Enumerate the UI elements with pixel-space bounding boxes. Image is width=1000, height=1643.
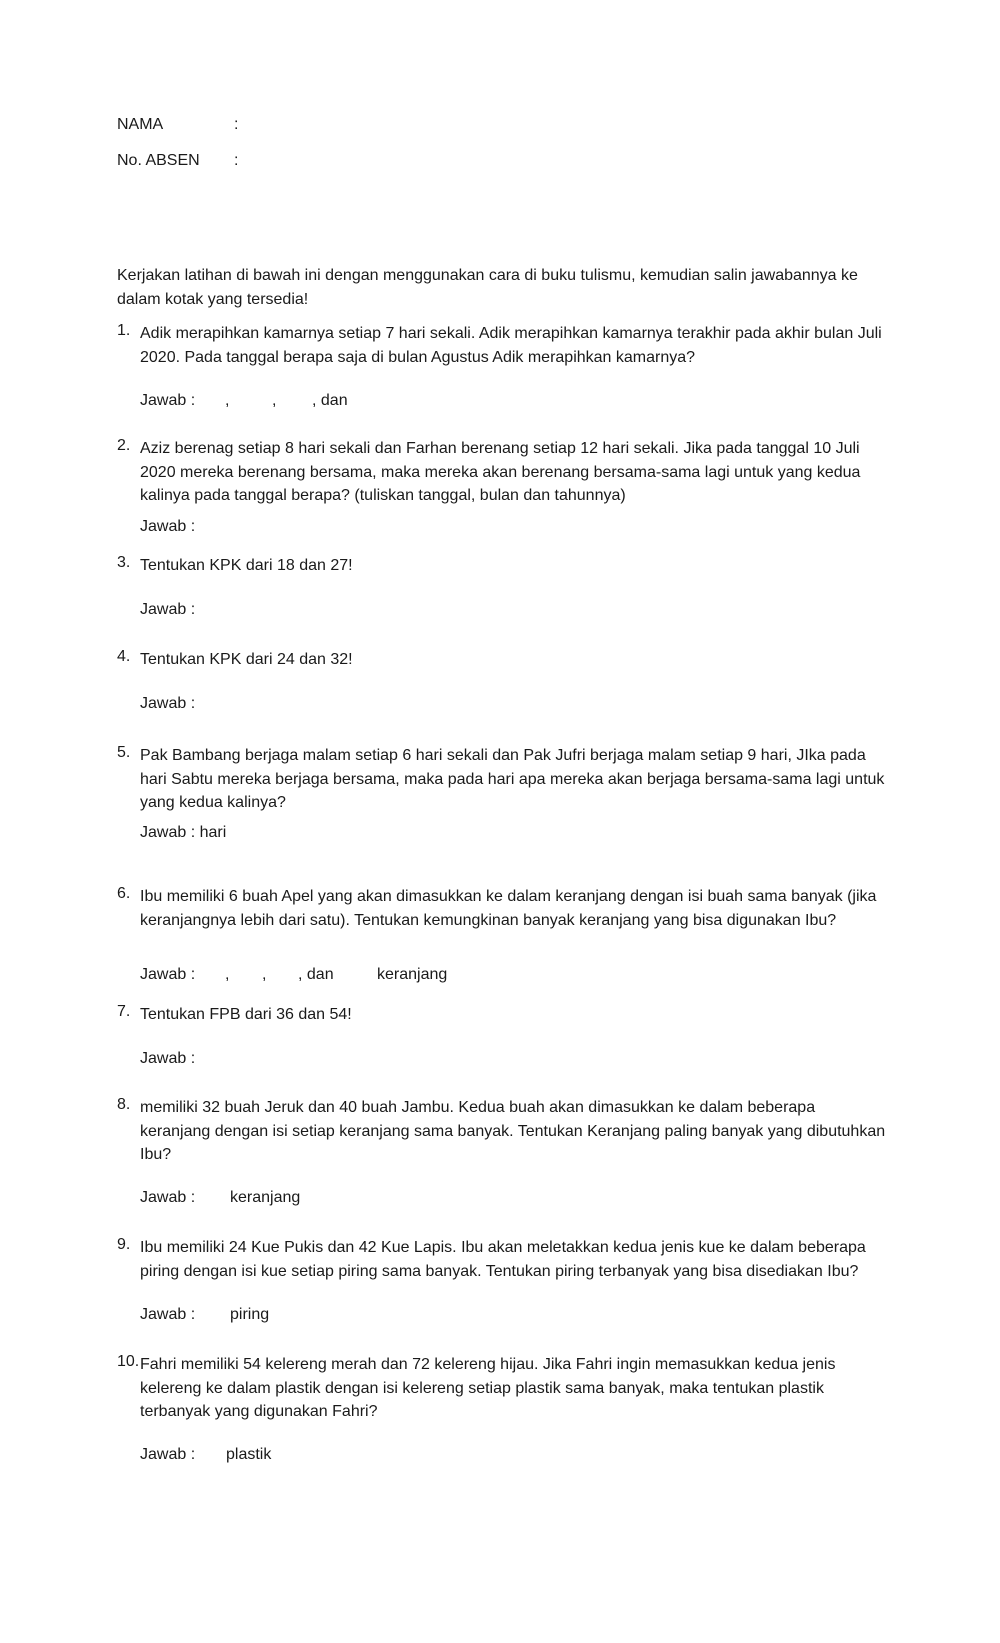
question-text: Tentukan FPB dari 36 dan 54! [140, 1006, 352, 1023]
question-text: Aziz berenag setiap 8 hari sekali dan Farhan berenang setiap 12 hari sekali. Jika pada tanggal 10 Juli 2020 mereka berenang bersama, maka mereka akan berenang bersama-sama lagi untuk yang kedua kalinya pada tanggal berapa? (tuliskan tanggal, bulan dan tahunnya) [140, 440, 861, 504]
answer-unit: keranjang [230, 1189, 301, 1206]
question-text: Adik merapihkan kamarnya setiap 7 hari sekali. Adik merapihkan kamarnya terakhir pada akhir bulan Juli 2020. Pada tanggal berapa saja di bulan Agustus Adik merapihkan kamarnya? [140, 325, 882, 366]
answer-label: Jawab : [140, 1446, 196, 1463]
question-number: 1. [117, 322, 131, 339]
answer-comma-dan: , dan [298, 966, 334, 983]
question-text: Tentukan KPK dari 18 dan 27! [140, 557, 353, 574]
answer-label: Jawab : [140, 1050, 196, 1067]
answer-comma: , [225, 966, 230, 983]
question-number: 10. [117, 1353, 140, 1370]
question-text: Tentukan KPK dari 24 dan 32! [140, 651, 353, 668]
question-number: 3. [117, 554, 131, 571]
question-number: 2. [117, 437, 131, 454]
name-label: NAMA [117, 116, 164, 133]
question-text: Fahri memiliki 54 kelereng merah dan 72 kelereng hijau. Jika Fahri ingin memasukkan kedua jenis kelereng ke dalam plastik dengan isi kelereng setiap plastik sama banyak, maka tentukan plastik terbanyak yang digunakan Fahri? [140, 1356, 836, 1420]
answer-unit: plastik [226, 1446, 272, 1463]
answer-label: Jawab : [140, 695, 196, 712]
question-number: 7. [117, 1003, 131, 1020]
question-number: 5. [117, 744, 131, 761]
absen-colon: : [234, 152, 239, 169]
question-number: 4. [117, 648, 131, 665]
answer-label: Jawab : [140, 601, 196, 618]
answer-label: Jawab : [140, 1306, 196, 1323]
answer-label: Jawab : hari [140, 824, 227, 841]
name-colon: : [234, 116, 239, 133]
question-number: 9. [117, 1236, 131, 1253]
answer-label: Jawab : [140, 518, 196, 535]
instructions: Kerjakan latihan di bawah ini dengan menggunakan cara di buku tulismu, kemudian salin jawabannya ke dalam kotak yang tersedia! [117, 267, 858, 308]
answer-comma: , [225, 392, 230, 409]
question-text: Ibu memiliki 6 buah Apel yang akan dimasukkan ke dalam keranjang dengan isi buah sama banyak (jika keranjangnya lebih dari satu). Tentukan kemungkinan banyak keranjang yang bisa digunakan Ibu? [140, 888, 877, 929]
answer-label: Jawab : [140, 1189, 196, 1206]
answer-label: Jawab : [140, 392, 196, 409]
answer-comma-dan: , dan [312, 392, 348, 409]
question-text: memiliki 32 buah Jeruk dan 40 buah Jambu. Kedua buah akan dimasukkan ke dalam beberapa keranjang dengan isi setiap keranjang sama banyak. Tentukan Keranjang paling banyak yang dibutuhkan Ibu? [140, 1099, 886, 1163]
answer-comma: , [272, 392, 277, 409]
answer-comma: , [262, 966, 267, 983]
question-number: 8. [117, 1096, 131, 1113]
question-text: Ibu memiliki 24 Kue Pukis dan 42 Kue Lapis. Ibu akan meletakkan kedua jenis kue ke dalam beberapa piring dengan isi kue setiap piring sama banyak. Tentukan piring terbanyak yang bisa disediakan Ibu? [140, 1239, 866, 1280]
answer-label: Jawab : [140, 966, 196, 983]
question-number: 6. [117, 885, 131, 902]
absen-label: No. ABSEN [117, 152, 200, 169]
answer-unit: piring [230, 1306, 270, 1323]
answer-unit: keranjang [377, 966, 448, 983]
question-text: Pak Bambang berjaga malam setiap 6 hari sekali dan Pak Jufri berjaga malam setiap 9 hari, JIka pada hari Sabtu mereka berjaga bersama, maka pada hari apa mereka akan berjaga bersama-sama lagi untuk yang kedua kalinya? [140, 747, 885, 811]
